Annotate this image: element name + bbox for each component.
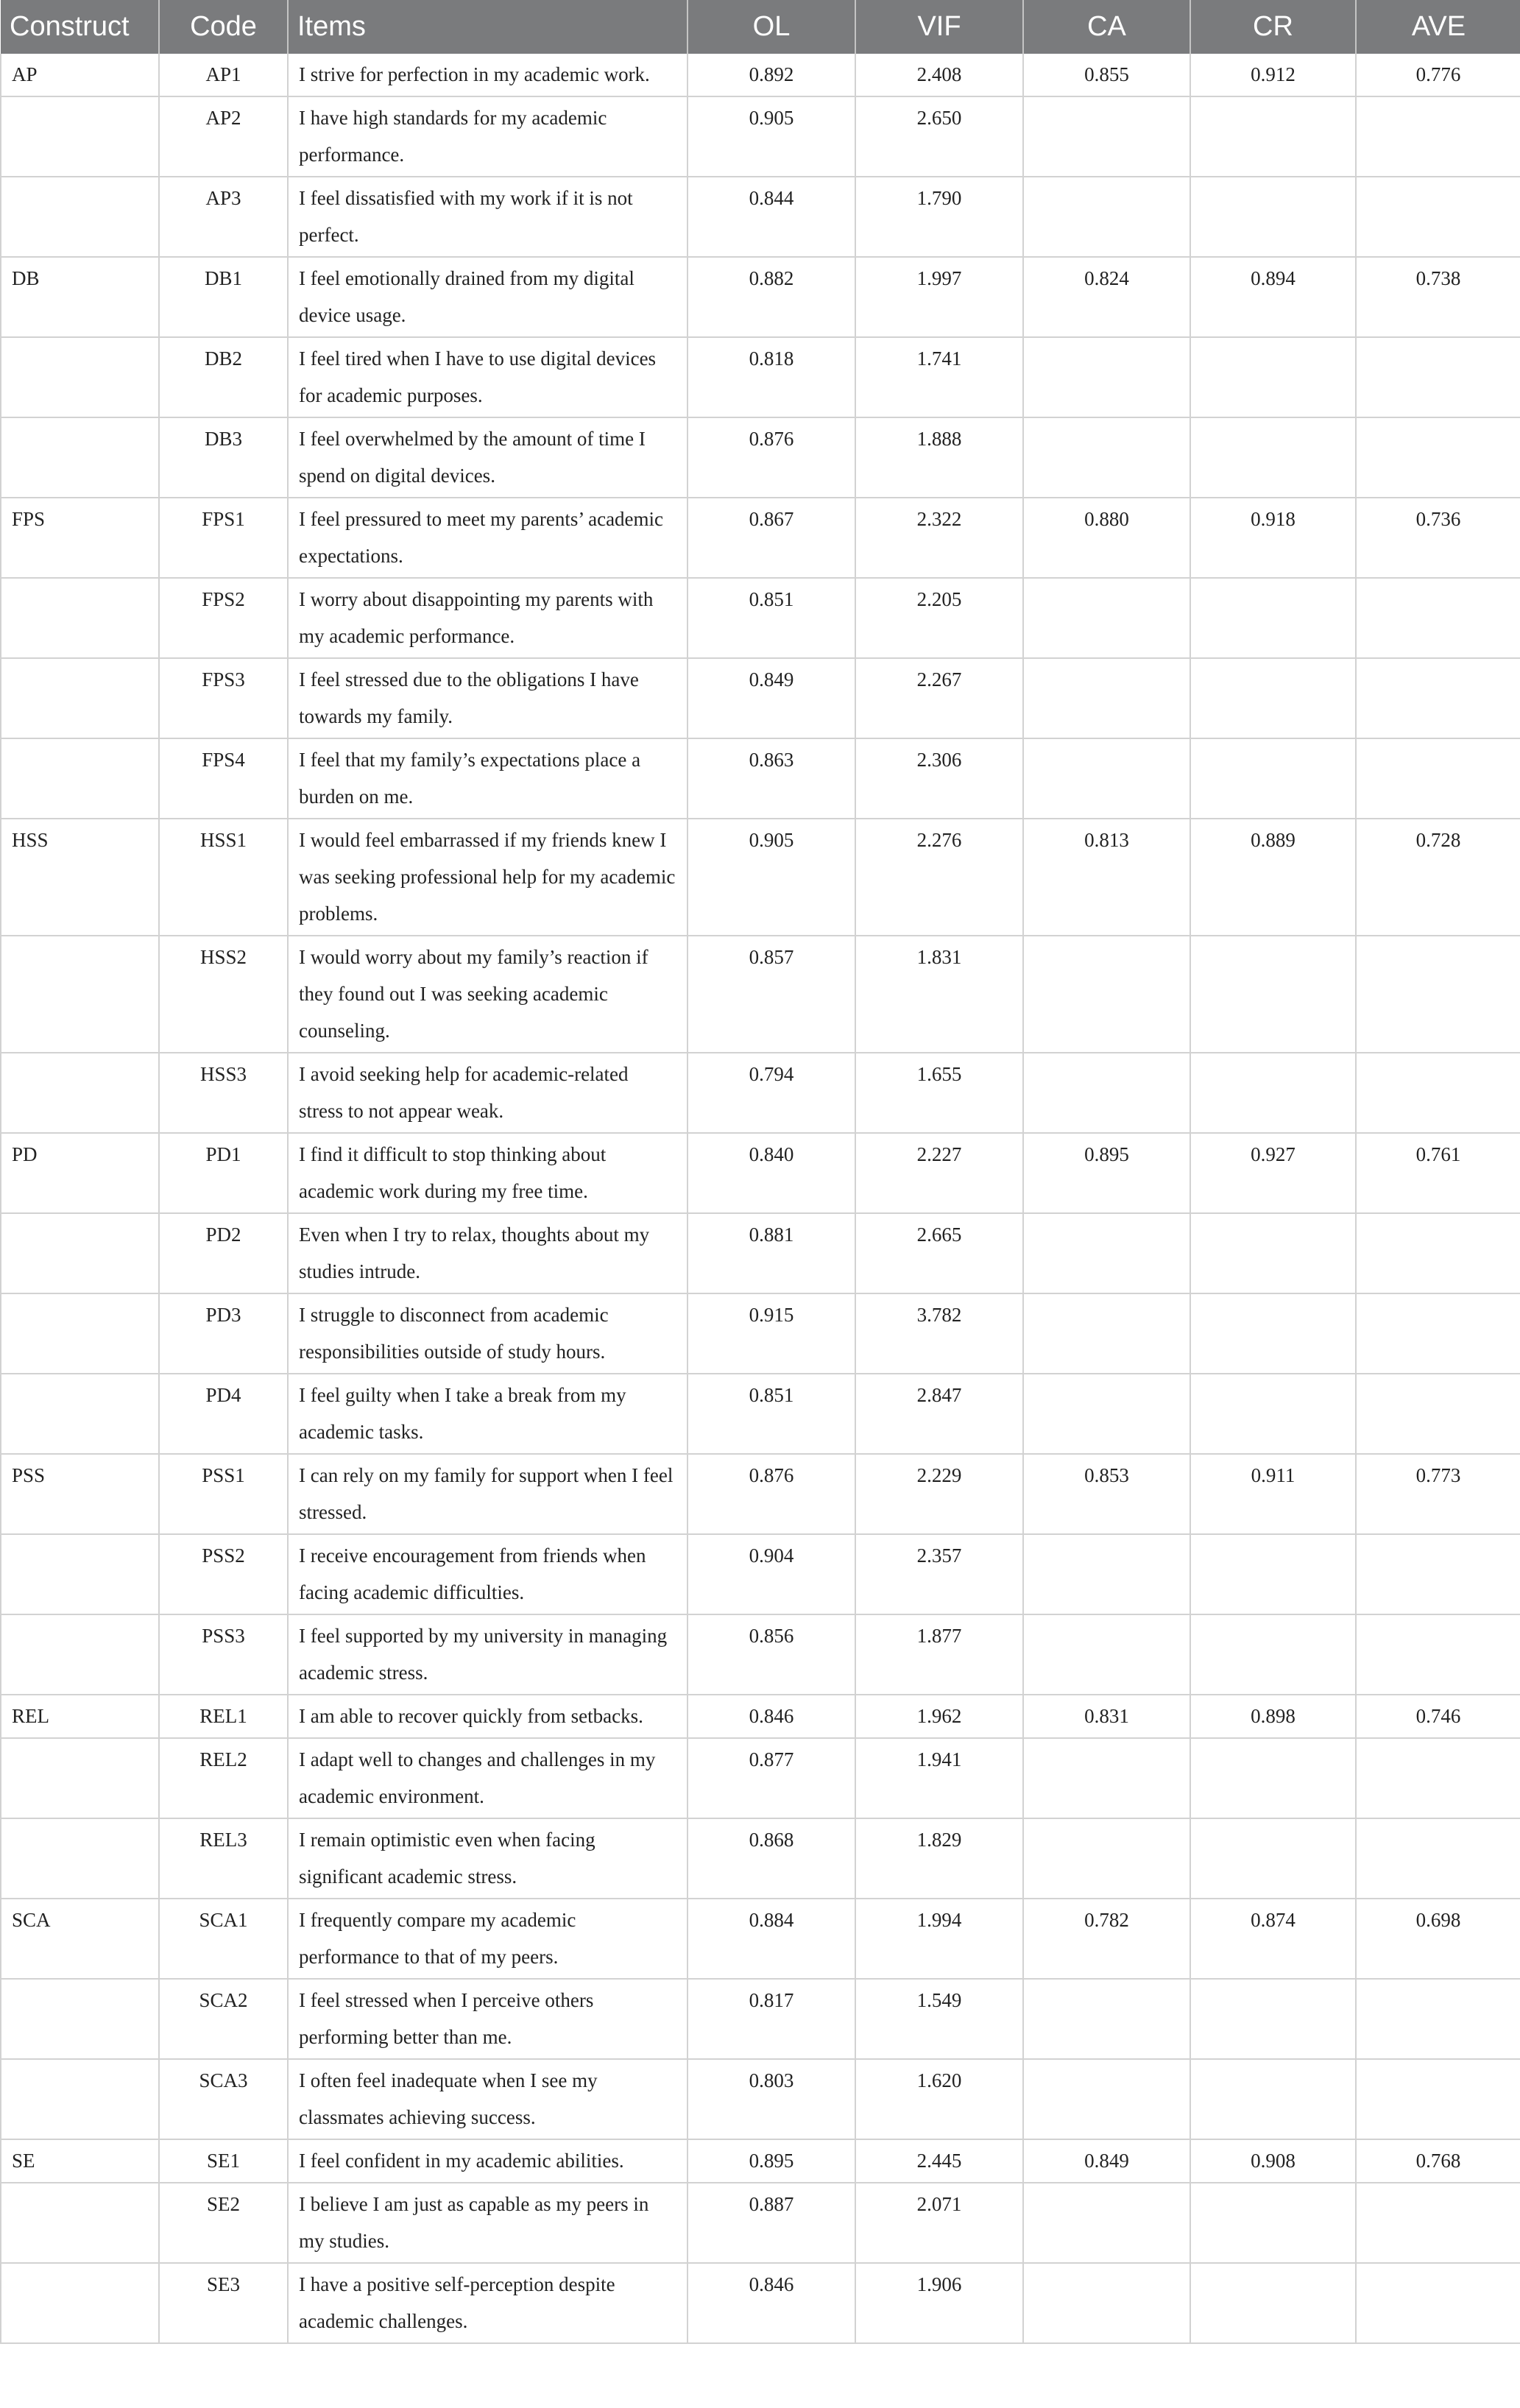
table-row bbox=[1, 738, 1520, 819]
item-cell: I am able to recover quickly from setbacks. bbox=[288, 1695, 687, 1738]
ave-cell bbox=[1356, 936, 1520, 1053]
construct-cell bbox=[1, 1053, 159, 1133]
ave-cell bbox=[1356, 578, 1520, 658]
table-row bbox=[1, 1695, 1520, 1738]
ave-cell bbox=[1356, 1979, 1520, 2059]
ol-cell: 0.844 bbox=[687, 177, 855, 257]
item-cell: I worry about disappointing my parents with my academic performance. bbox=[288, 578, 687, 658]
ca-cell bbox=[1023, 337, 1190, 417]
ol-cell: 0.882 bbox=[687, 257, 855, 337]
ave-cell: 0.768 bbox=[1356, 2139, 1520, 2183]
cr-cell bbox=[1190, 1293, 1356, 1374]
cr-cell bbox=[1190, 1213, 1356, 1293]
item-cell: I frequently compare my academic performance to that of my peers. bbox=[288, 1899, 687, 1979]
table-row bbox=[1, 1133, 1520, 1213]
cr-cell: 0.894 bbox=[1190, 257, 1356, 337]
code-cell: DB3 bbox=[159, 417, 288, 498]
vif-cell: 1.829 bbox=[855, 1818, 1023, 1899]
ca-cell bbox=[1023, 1818, 1190, 1899]
code-cell: SE3 bbox=[159, 2263, 288, 2343]
code-cell: PSS1 bbox=[159, 1454, 288, 1534]
ave-cell bbox=[1356, 337, 1520, 417]
construct-cell: PSS bbox=[1, 1454, 159, 1534]
vif-cell: 2.357 bbox=[855, 1534, 1023, 1614]
ol-cell: 0.915 bbox=[687, 1293, 855, 1374]
ol-cell: 0.857 bbox=[687, 936, 855, 1053]
ol-cell: 0.840 bbox=[687, 1133, 855, 1213]
header-items: Items bbox=[288, 0, 687, 54]
vif-cell: 1.994 bbox=[855, 1899, 1023, 1979]
code-cell: FPS4 bbox=[159, 738, 288, 819]
ave-cell: 0.776 bbox=[1356, 54, 1520, 96]
construct-cell: SCA bbox=[1, 1899, 159, 1979]
construct-cell: REL bbox=[1, 1695, 159, 1738]
ave-cell bbox=[1356, 738, 1520, 819]
item-cell: I adapt well to changes and challenges in my academic environment. bbox=[288, 1738, 687, 1818]
ca-cell bbox=[1023, 936, 1190, 1053]
ol-cell: 0.892 bbox=[687, 54, 855, 96]
table-row bbox=[1, 1899, 1520, 1979]
ca-cell bbox=[1023, 1374, 1190, 1454]
code-cell: PD3 bbox=[159, 1293, 288, 1374]
construct-cell bbox=[1, 337, 159, 417]
ol-cell: 0.881 bbox=[687, 1213, 855, 1293]
ol-cell: 0.905 bbox=[687, 96, 855, 177]
construct-cell bbox=[1, 2183, 159, 2263]
ca-cell: 0.853 bbox=[1023, 1454, 1190, 1534]
vif-cell: 2.445 bbox=[855, 2139, 1023, 2183]
table-row bbox=[1, 2139, 1520, 2183]
cr-cell bbox=[1190, 2183, 1356, 2263]
vif-cell: 1.790 bbox=[855, 177, 1023, 257]
ol-cell: 0.849 bbox=[687, 658, 855, 738]
construct-cell bbox=[1, 1614, 159, 1695]
cr-cell bbox=[1190, 2263, 1356, 2343]
code-cell: HSS3 bbox=[159, 1053, 288, 1133]
ave-cell bbox=[1356, 1738, 1520, 1818]
ol-cell: 0.867 bbox=[687, 498, 855, 578]
table-row bbox=[1, 2059, 1520, 2139]
ca-cell bbox=[1023, 1053, 1190, 1133]
ol-cell: 0.794 bbox=[687, 1053, 855, 1133]
table-row bbox=[1, 257, 1520, 337]
item-cell: I strive for perfection in my academic work. bbox=[288, 54, 687, 96]
code-cell: PSS2 bbox=[159, 1534, 288, 1614]
vif-cell: 2.229 bbox=[855, 1454, 1023, 1534]
table-row bbox=[1, 54, 1520, 96]
vif-cell: 2.276 bbox=[855, 819, 1023, 936]
table-row bbox=[1, 1534, 1520, 1614]
construct-cell: PD bbox=[1, 1133, 159, 1213]
ca-cell: 0.813 bbox=[1023, 819, 1190, 936]
construct-cell bbox=[1, 96, 159, 177]
ca-cell bbox=[1023, 578, 1190, 658]
construct-cell bbox=[1, 1213, 159, 1293]
ave-cell bbox=[1356, 1818, 1520, 1899]
ca-cell bbox=[1023, 1979, 1190, 2059]
ca-cell: 0.880 bbox=[1023, 498, 1190, 578]
cr-cell bbox=[1190, 417, 1356, 498]
cr-cell bbox=[1190, 96, 1356, 177]
header-ave: AVE bbox=[1356, 0, 1520, 54]
header-ca: CA bbox=[1023, 0, 1190, 54]
ca-cell bbox=[1023, 2183, 1190, 2263]
ca-cell bbox=[1023, 2059, 1190, 2139]
vif-cell: 1.741 bbox=[855, 337, 1023, 417]
code-cell: HSS2 bbox=[159, 936, 288, 1053]
code-cell: PSS3 bbox=[159, 1614, 288, 1695]
ol-cell: 0.846 bbox=[687, 1695, 855, 1738]
vif-cell: 3.782 bbox=[855, 1293, 1023, 1374]
cr-cell: 0.927 bbox=[1190, 1133, 1356, 1213]
cr-cell bbox=[1190, 1818, 1356, 1899]
construct-cell: FPS bbox=[1, 498, 159, 578]
item-cell: I would feel embarrassed if my friends knew I was seeking professional help for my academic problems. bbox=[288, 819, 687, 936]
table-row bbox=[1, 578, 1520, 658]
table-row bbox=[1, 1454, 1520, 1534]
construct-cell bbox=[1, 936, 159, 1053]
table-row bbox=[1, 1053, 1520, 1133]
cr-cell bbox=[1190, 1614, 1356, 1695]
code-cell: AP2 bbox=[159, 96, 288, 177]
construct-cell: DB bbox=[1, 257, 159, 337]
vif-cell: 1.655 bbox=[855, 1053, 1023, 1133]
table-row bbox=[1, 658, 1520, 738]
construct-cell bbox=[1, 738, 159, 819]
ave-cell: 0.728 bbox=[1356, 819, 1520, 936]
ol-cell: 0.818 bbox=[687, 337, 855, 417]
item-cell: I feel stressed due to the obligations I have towards my family. bbox=[288, 658, 687, 738]
ave-cell: 0.698 bbox=[1356, 1899, 1520, 1979]
cr-cell: 0.889 bbox=[1190, 819, 1356, 936]
item-cell: I feel overwhelmed by the amount of time I spend on digital devices. bbox=[288, 417, 687, 498]
ave-cell: 0.761 bbox=[1356, 1133, 1520, 1213]
ca-cell bbox=[1023, 96, 1190, 177]
item-cell: I struggle to disconnect from academic responsibilities outside of study hours. bbox=[288, 1293, 687, 1374]
construct-cell bbox=[1, 1534, 159, 1614]
vif-cell: 2.267 bbox=[855, 658, 1023, 738]
header-vif: VIF bbox=[855, 0, 1023, 54]
construct-cell bbox=[1, 1979, 159, 2059]
ave-cell bbox=[1356, 177, 1520, 257]
cr-cell: 0.874 bbox=[1190, 1899, 1356, 1979]
cr-cell bbox=[1190, 337, 1356, 417]
ol-cell: 0.846 bbox=[687, 2263, 855, 2343]
code-cell: REL1 bbox=[159, 1695, 288, 1738]
cr-cell bbox=[1190, 936, 1356, 1053]
code-cell: DB1 bbox=[159, 257, 288, 337]
vif-cell: 2.306 bbox=[855, 738, 1023, 819]
table-row bbox=[1, 936, 1520, 1053]
table-row bbox=[1, 177, 1520, 257]
code-cell: PD4 bbox=[159, 1374, 288, 1454]
ave-cell bbox=[1356, 2263, 1520, 2343]
construct-cell bbox=[1, 578, 159, 658]
item-cell: I feel guilty when I take a break from my academic tasks. bbox=[288, 1374, 687, 1454]
table-row bbox=[1, 2263, 1520, 2343]
ca-cell: 0.824 bbox=[1023, 257, 1190, 337]
item-cell: I feel that my family’s expectations place a burden on me. bbox=[288, 738, 687, 819]
code-cell: SCA3 bbox=[159, 2059, 288, 2139]
ave-cell bbox=[1356, 1614, 1520, 1695]
vif-cell: 2.227 bbox=[855, 1133, 1023, 1213]
item-cell: I have high standards for my academic performance. bbox=[288, 96, 687, 177]
ol-cell: 0.884 bbox=[687, 1899, 855, 1979]
table-row bbox=[1, 1818, 1520, 1899]
cr-cell: 0.898 bbox=[1190, 1695, 1356, 1738]
construct-cell bbox=[1, 658, 159, 738]
table-body bbox=[1, 54, 1520, 2343]
ol-cell: 0.904 bbox=[687, 1534, 855, 1614]
construct-cell bbox=[1, 1374, 159, 1454]
code-cell: FPS1 bbox=[159, 498, 288, 578]
table-row bbox=[1, 337, 1520, 417]
cr-cell: 0.912 bbox=[1190, 54, 1356, 96]
cr-cell bbox=[1190, 1053, 1356, 1133]
table-row bbox=[1, 1213, 1520, 1293]
table-row bbox=[1, 96, 1520, 177]
header-ol: OL bbox=[687, 0, 855, 54]
vif-cell: 2.071 bbox=[855, 2183, 1023, 2263]
vif-cell: 1.888 bbox=[855, 417, 1023, 498]
ca-cell bbox=[1023, 1614, 1190, 1695]
table-row bbox=[1, 1614, 1520, 1695]
ca-cell: 0.849 bbox=[1023, 2139, 1190, 2183]
code-cell: DB2 bbox=[159, 337, 288, 417]
item-cell: I often feel inadequate when I see my classmates achieving success. bbox=[288, 2059, 687, 2139]
item-cell: I feel emotionally drained from my digital device usage. bbox=[288, 257, 687, 337]
ave-cell bbox=[1356, 1213, 1520, 1293]
code-cell: PD2 bbox=[159, 1213, 288, 1293]
ca-cell bbox=[1023, 177, 1190, 257]
ave-cell bbox=[1356, 1374, 1520, 1454]
item-cell: I would worry about my family’s reaction if they found out I was seeking academic counseling. bbox=[288, 936, 687, 1053]
ave-cell: 0.738 bbox=[1356, 257, 1520, 337]
ca-cell bbox=[1023, 417, 1190, 498]
ol-cell: 0.851 bbox=[687, 1374, 855, 1454]
cr-cell bbox=[1190, 1979, 1356, 2059]
code-cell: SE2 bbox=[159, 2183, 288, 2263]
ca-cell bbox=[1023, 1534, 1190, 1614]
ol-cell: 0.863 bbox=[687, 738, 855, 819]
vif-cell: 1.962 bbox=[855, 1695, 1023, 1738]
cr-cell: 0.918 bbox=[1190, 498, 1356, 578]
ol-cell: 0.895 bbox=[687, 2139, 855, 2183]
header-cr: CR bbox=[1190, 0, 1356, 54]
vif-cell: 1.831 bbox=[855, 936, 1023, 1053]
header-row bbox=[1, 0, 1520, 54]
vif-cell: 1.906 bbox=[855, 2263, 1023, 2343]
ca-cell bbox=[1023, 2263, 1190, 2343]
ol-cell: 0.868 bbox=[687, 1818, 855, 1899]
vif-cell: 2.847 bbox=[855, 1374, 1023, 1454]
code-cell: HSS1 bbox=[159, 819, 288, 936]
ave-cell bbox=[1356, 1053, 1520, 1133]
table-row bbox=[1, 2183, 1520, 2263]
cr-cell bbox=[1190, 2059, 1356, 2139]
vif-cell: 2.408 bbox=[855, 54, 1023, 96]
cr-cell: 0.908 bbox=[1190, 2139, 1356, 2183]
vif-cell: 2.205 bbox=[855, 578, 1023, 658]
item-cell: I feel tired when I have to use digital devices for academic purposes. bbox=[288, 337, 687, 417]
ave-cell: 0.746 bbox=[1356, 1695, 1520, 1738]
code-cell: FPS3 bbox=[159, 658, 288, 738]
vif-cell: 1.549 bbox=[855, 1979, 1023, 2059]
item-cell: I believe I am just as capable as my peers in my studies. bbox=[288, 2183, 687, 2263]
ave-cell bbox=[1356, 658, 1520, 738]
ca-cell: 0.831 bbox=[1023, 1695, 1190, 1738]
cr-cell bbox=[1190, 177, 1356, 257]
construct-cell bbox=[1, 177, 159, 257]
construct-cell bbox=[1, 1818, 159, 1899]
construct-cell: AP bbox=[1, 54, 159, 96]
code-cell: PD1 bbox=[159, 1133, 288, 1213]
vif-cell: 2.650 bbox=[855, 96, 1023, 177]
vif-cell: 1.997 bbox=[855, 257, 1023, 337]
code-cell: SCA2 bbox=[159, 1979, 288, 2059]
vif-cell: 1.941 bbox=[855, 1738, 1023, 1818]
item-cell: I feel pressured to meet my parents’ academic expectations. bbox=[288, 498, 687, 578]
vif-cell: 2.665 bbox=[855, 1213, 1023, 1293]
construct-cell bbox=[1, 417, 159, 498]
ca-cell: 0.895 bbox=[1023, 1133, 1190, 1213]
item-cell: I receive encouragement from friends when facing academic difficulties. bbox=[288, 1534, 687, 1614]
ol-cell: 0.851 bbox=[687, 578, 855, 658]
item-cell: I feel supported by my university in managing academic stress. bbox=[288, 1614, 687, 1695]
item-cell: I remain optimistic even when facing significant academic stress. bbox=[288, 1818, 687, 1899]
ol-cell: 0.817 bbox=[687, 1979, 855, 2059]
header-code: Code bbox=[159, 0, 288, 54]
cr-cell bbox=[1190, 738, 1356, 819]
construct-cell: SE bbox=[1, 2139, 159, 2183]
header-construct: Construct bbox=[1, 0, 159, 54]
table-row bbox=[1, 819, 1520, 936]
ca-cell bbox=[1023, 1213, 1190, 1293]
code-cell: SCA1 bbox=[159, 1899, 288, 1979]
construct-cell bbox=[1, 2263, 159, 2343]
table-row bbox=[1, 498, 1520, 578]
ave-cell bbox=[1356, 417, 1520, 498]
ca-cell bbox=[1023, 1293, 1190, 1374]
ca-cell bbox=[1023, 1738, 1190, 1818]
ol-cell: 0.905 bbox=[687, 819, 855, 936]
vif-cell: 1.877 bbox=[855, 1614, 1023, 1695]
item-cell: I can rely on my family for support when I feel stressed. bbox=[288, 1454, 687, 1534]
code-cell: REL3 bbox=[159, 1818, 288, 1899]
table-row bbox=[1, 1979, 1520, 2059]
table-row bbox=[1, 1374, 1520, 1454]
ave-cell bbox=[1356, 2183, 1520, 2263]
ca-cell: 0.855 bbox=[1023, 54, 1190, 96]
ave-cell: 0.773 bbox=[1356, 1454, 1520, 1534]
ave-cell: 0.736 bbox=[1356, 498, 1520, 578]
code-cell: REL2 bbox=[159, 1738, 288, 1818]
cr-cell: 0.911 bbox=[1190, 1454, 1356, 1534]
cr-cell bbox=[1190, 1738, 1356, 1818]
ca-cell: 0.782 bbox=[1023, 1899, 1190, 1979]
ol-cell: 0.877 bbox=[687, 1738, 855, 1818]
ca-cell bbox=[1023, 738, 1190, 819]
vif-cell: 1.620 bbox=[855, 2059, 1023, 2139]
table-row bbox=[1, 1738, 1520, 1818]
ol-cell: 0.887 bbox=[687, 2183, 855, 2263]
code-cell: AP1 bbox=[159, 54, 288, 96]
cr-cell bbox=[1190, 578, 1356, 658]
item-cell: I feel dissatisfied with my work if it is not perfect. bbox=[288, 177, 687, 257]
item-cell: I avoid seeking help for academic-related stress to not appear weak. bbox=[288, 1053, 687, 1133]
ave-cell bbox=[1356, 1293, 1520, 1374]
ave-cell bbox=[1356, 2059, 1520, 2139]
table-row bbox=[1, 417, 1520, 498]
construct-cell bbox=[1, 1293, 159, 1374]
item-cell: I feel stressed when I perceive others performing better than me. bbox=[288, 1979, 687, 2059]
ca-cell bbox=[1023, 658, 1190, 738]
item-cell: I have a positive self-perception despite academic challenges. bbox=[288, 2263, 687, 2343]
ol-cell: 0.803 bbox=[687, 2059, 855, 2139]
construct-cell bbox=[1, 2059, 159, 2139]
cr-cell bbox=[1190, 1374, 1356, 1454]
vif-cell: 2.322 bbox=[855, 498, 1023, 578]
ave-cell bbox=[1356, 96, 1520, 177]
item-cell: I find it difficult to stop thinking about academic work during my free time. bbox=[288, 1133, 687, 1213]
construct-cell bbox=[1, 1738, 159, 1818]
code-cell: FPS2 bbox=[159, 578, 288, 658]
ave-cell bbox=[1356, 1534, 1520, 1614]
ol-cell: 0.876 bbox=[687, 1454, 855, 1534]
cr-cell bbox=[1190, 658, 1356, 738]
table-row bbox=[1, 1293, 1520, 1374]
ol-cell: 0.856 bbox=[687, 1614, 855, 1695]
code-cell: SE1 bbox=[159, 2139, 288, 2183]
cr-cell bbox=[1190, 1534, 1356, 1614]
item-cell: I feel confident in my academic abilities. bbox=[288, 2139, 687, 2183]
item-cell: Even when I try to relax, thoughts about my studies intrude. bbox=[288, 1213, 687, 1293]
ol-cell: 0.876 bbox=[687, 417, 855, 498]
construct-cell: HSS bbox=[1, 819, 159, 936]
code-cell: AP3 bbox=[159, 177, 288, 257]
